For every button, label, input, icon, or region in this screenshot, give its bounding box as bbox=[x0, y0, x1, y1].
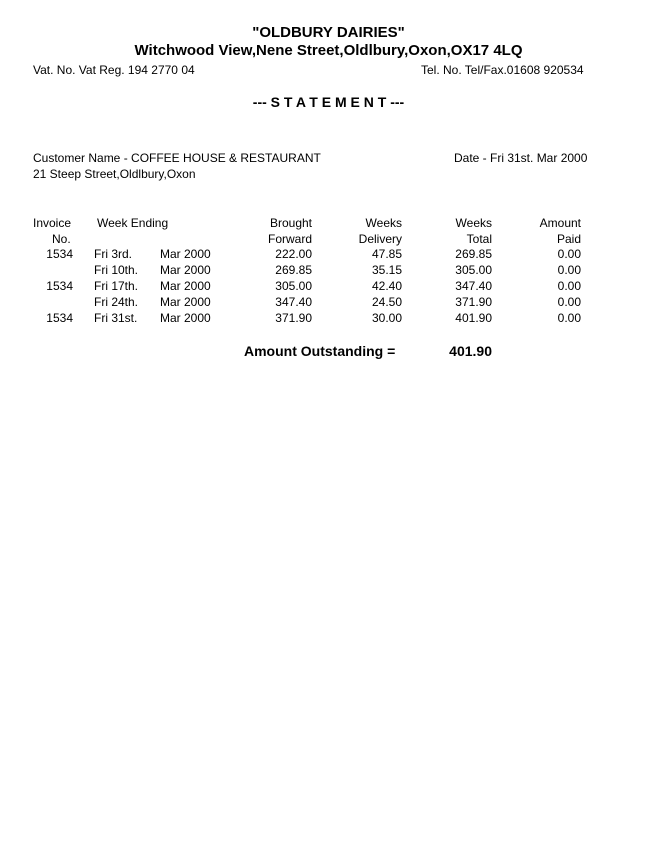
row-brought-forward: 305.00 bbox=[275, 279, 312, 293]
row-amount-paid: 0.00 bbox=[557, 247, 581, 261]
row-week-day: Fri 17th. bbox=[94, 279, 139, 293]
row-week-day: Fri 3rd. bbox=[94, 247, 133, 261]
amount-outstanding-label: Amount Outstanding = bbox=[244, 343, 396, 359]
row-weeks-total: 401.90 bbox=[455, 311, 492, 325]
row-brought-forward: 269.85 bbox=[275, 263, 312, 277]
table-row bbox=[0, 247, 657, 263]
header-weeks-delivery bbox=[359, 215, 402, 247]
row-amount-paid: 0.00 bbox=[557, 311, 581, 325]
row-brought-forward: 371.90 bbox=[275, 311, 312, 325]
row-amount-paid: 0.00 bbox=[557, 279, 581, 293]
customer-address: 21 Steep Street,Oldlbury,Oxon bbox=[33, 167, 196, 181]
header-week-ending-line1: Week Ending bbox=[97, 216, 169, 230]
row-week-day: Fri 10th. bbox=[94, 263, 139, 277]
row-weeks-total: 305.00 bbox=[455, 263, 492, 277]
header-weeks-delivery-line1: Weeks bbox=[365, 216, 402, 230]
header-week-ending bbox=[97, 215, 168, 231]
row-weeks-total: 269.85 bbox=[455, 247, 492, 261]
row-brought-forward: 347.40 bbox=[275, 295, 312, 309]
customer-name: Customer Name - COFFEE HOUSE & RESTAURANT bbox=[33, 151, 321, 165]
table-row bbox=[0, 279, 657, 295]
amount-outstanding-value: 401.90 bbox=[449, 343, 492, 359]
header-weeks-total-line1: Weeks bbox=[455, 216, 492, 230]
header-invoice bbox=[33, 215, 71, 247]
row-weeks-total: 347.40 bbox=[455, 279, 492, 293]
row-weeks-total: 371.90 bbox=[455, 295, 492, 309]
table-row bbox=[0, 311, 657, 327]
header-invoice-line1: Invoice bbox=[33, 216, 72, 230]
header-amount-paid bbox=[540, 215, 581, 247]
row-invoice: 1534 bbox=[46, 279, 73, 293]
table-row bbox=[0, 263, 657, 279]
header-brought-forward bbox=[268, 215, 312, 247]
row-weeks-delivery: 35.15 bbox=[371, 263, 402, 277]
row-weeks-delivery: 42.40 bbox=[371, 279, 402, 293]
header-brought-forward-line2: Forward bbox=[267, 232, 312, 246]
row-brought-forward: 222.00 bbox=[275, 247, 312, 261]
header-invoice-line2: No. bbox=[52, 232, 71, 246]
table-row bbox=[0, 295, 657, 311]
header-weeks-total-line2: Total bbox=[466, 232, 492, 246]
row-week-day: Fri 31st. bbox=[94, 311, 138, 325]
row-week-month: Mar 2000 bbox=[160, 263, 211, 277]
row-invoice: 1534 bbox=[46, 311, 73, 325]
row-week-month: Mar 2000 bbox=[160, 295, 211, 309]
company-name: "OLDBURY DAIRIES" bbox=[252, 24, 405, 41]
statement-title: --- S T A T E M E N T --- bbox=[252, 94, 405, 110]
company-address: Witchwood View,Nene Street,Oldlbury,Oxon,OX17 4LQ bbox=[134, 42, 523, 59]
row-week-day: Fri 24th. bbox=[94, 295, 139, 309]
header-amount-paid-line1: Amount bbox=[539, 216, 581, 230]
row-week-month: Mar 2000 bbox=[160, 247, 211, 261]
row-weeks-delivery: 30.00 bbox=[371, 311, 402, 325]
row-week-month: Mar 2000 bbox=[160, 311, 211, 325]
row-weeks-delivery: 24.50 bbox=[371, 295, 402, 309]
statement-date: Date - Fri 31st. Mar 2000 bbox=[454, 151, 588, 165]
header-weeks-total bbox=[456, 215, 492, 247]
header-amount-paid-line2: Paid bbox=[556, 232, 581, 246]
row-amount-paid: 0.00 bbox=[557, 263, 581, 277]
header-weeks-delivery-line2: Delivery bbox=[358, 232, 402, 246]
row-week-month: Mar 2000 bbox=[160, 279, 211, 293]
row-weeks-delivery: 47.85 bbox=[371, 247, 402, 261]
header-brought-forward-line1: Brought bbox=[269, 216, 312, 230]
row-invoice: 1534 bbox=[46, 247, 73, 261]
row-amount-paid: 0.00 bbox=[557, 295, 581, 309]
vat-number: Vat. No. Vat Reg. 194 2770 04 bbox=[33, 63, 195, 77]
telephone-number: Tel. No. Tel/Fax.01608 920534 bbox=[421, 63, 584, 77]
